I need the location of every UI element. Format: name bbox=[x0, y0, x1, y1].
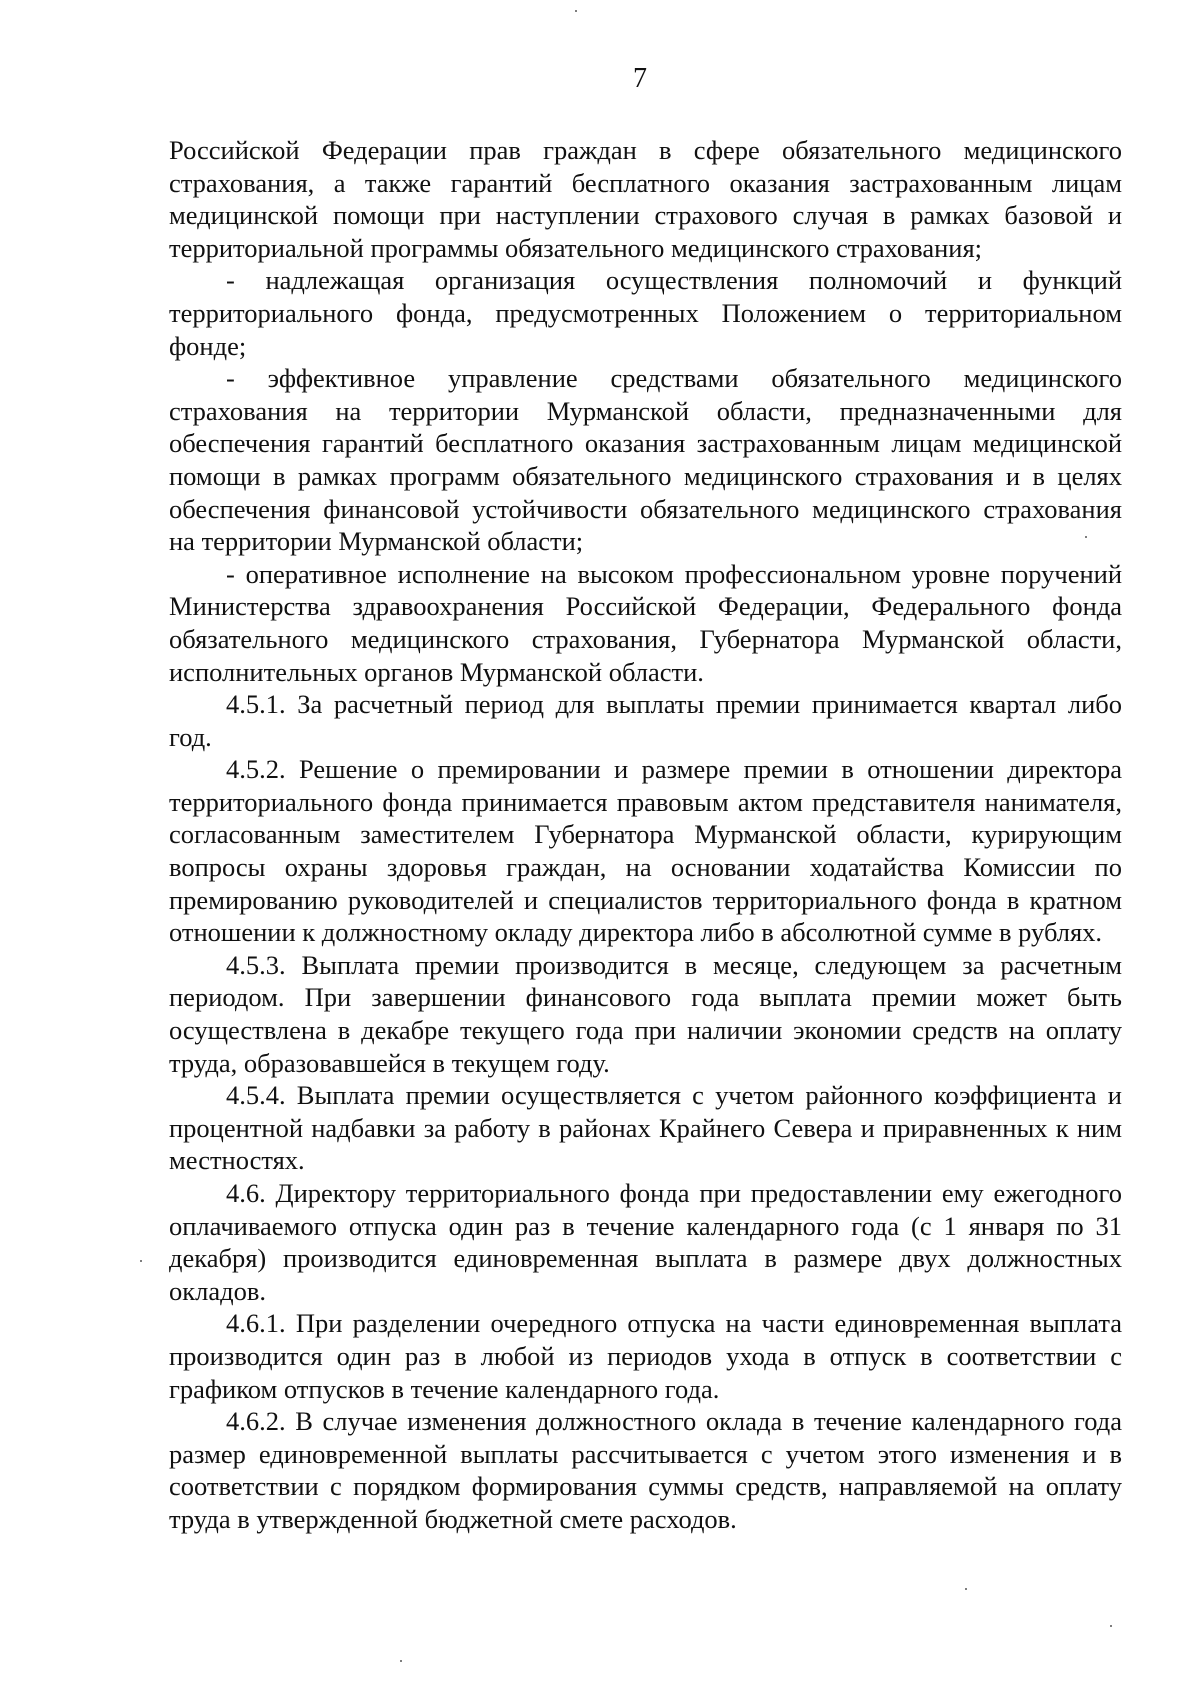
paragraph-4-6-1: 4.6.1. При разделении очередного отпуска на части единовременная выплата производится один раз в любой из периодов ухода в отпуск в соответствии с графиком отпусков в течение календарного года. bbox=[169, 1308, 1122, 1404]
scan-speck bbox=[1110, 1625, 1112, 1627]
scan-speck bbox=[140, 1260, 142, 1262]
scan-speck bbox=[965, 1588, 967, 1590]
paragraph-4-5-2: 4.5.2. Решение о премировании и размере премии в отношении директора территориального фонда принимается правовым актом представителя нанимателя, согласованным заместителем Губернатора Мурманской области, курирующим вопросы охраны здоровья граждан, на основании ходатайства Комиссии по премированию руководителей и специалистов территориального фонда в кратном отношении к должностному окладу директора либо в абсолютной сумме в рублях. bbox=[169, 754, 1122, 948]
paragraph-funds-management: - эффективное управление средствами обязательного медицинского страхования на территории Мурманской области, предназначенными для обеспечения гарантий бесплатного оказания застрахованным лицам медицинской помощи в рамках программ обязательного медицинского страхования и в целях обеспечения финансовой устойчивости обязательного медицинского страхования на территории Мурманской области; bbox=[169, 363, 1122, 557]
document-body bbox=[169, 134, 1122, 1536]
paragraph-4-5-4: 4.5.4. Выплата премии осуществляется с учетом районного коэффициента и процентной надбавки за работу в районах Крайнего Севера и приравненных к ним местностях. bbox=[169, 1080, 1122, 1176]
paragraph-4-6-2: 4.6.2. В случае изменения должностного оклада в течение календарного года размер единовременной выплаты рассчитывается с учетом этого изменения и в соответствии с порядком формирования суммы средств, направляемой на оплату труда в утвержденной бюджетной смете расходов. bbox=[169, 1406, 1122, 1534]
paragraph-fund-organization: - надлежащая организация осуществления полномочий и функций территориального фонда, предусмотренных Положением о территориальном фонде; bbox=[169, 265, 1122, 361]
scan-speck bbox=[1085, 536, 1087, 538]
scan-speck bbox=[400, 1660, 402, 1662]
paragraph-rights-continuation: Российской Федерации прав граждан в сфере обязательного медицинского страхования, а также гарантий бесплатного оказания застрахованным лицам медицинской помощи при наступлении страхового случая в рамках базовой и территориальной программы обязательного медицинского страхования; bbox=[169, 135, 1122, 263]
paragraph-4-5-1: 4.5.1. За расчетный период для выплаты премии принимается квартал либо год. bbox=[169, 689, 1122, 752]
paragraph-4-5-3: 4.5.3. Выплата премии производится в месяце, следующем за расчетным периодом. При завершении финансового года выплата премии может быть осуществлена в декабре текущего года при наличии экономии средств на оплату труда, образовавшейся в текущем году. bbox=[169, 949, 1122, 1078]
scan-speck bbox=[575, 10, 577, 12]
paragraph-instructions-execution: - оперативное исполнение на высоком профессиональном уровне поручений Министерства здравоохранения Российской Федерации, Федерального фонда обязательного медицинского страхования, Губернатора Мурманской области, исполнительных органов Мурманской области. bbox=[169, 558, 1122, 687]
paragraph-4-6: 4.6. Директору территориального фонда при предоставлении ему ежегодного оплачиваемого отпуска один раз в течение календарного года (с 1 января по 31 декабря) производится единовременная выплата в размере двух должностных окладов. bbox=[169, 1178, 1122, 1306]
page-number: 7 bbox=[633, 63, 647, 94]
